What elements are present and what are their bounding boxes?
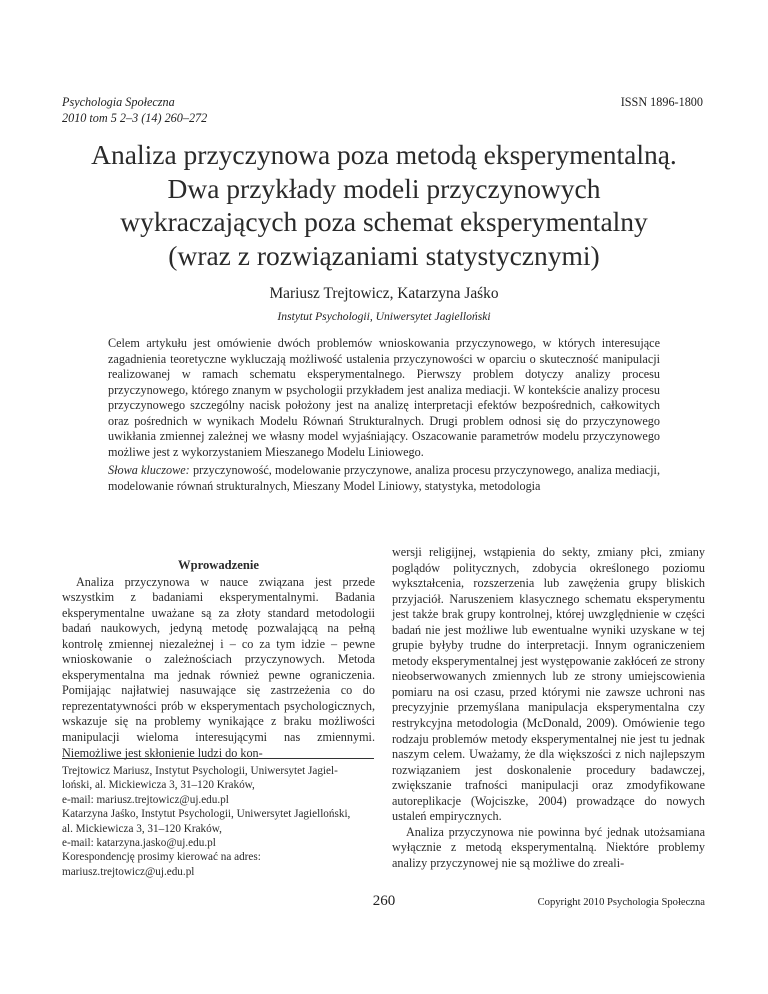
- body-paragraph: Analiza przyczynowa nie powinna być jednak utożsamiana wyłącznie z metodą eksperymentalną. Niektóre problemy analizy przyczynowej nie są możliwe do zreali-: [392, 824, 705, 870]
- title-line: Analiza przyczynowa poza metodą eksperymentalną.: [91, 139, 677, 170]
- page-number: 260: [372, 893, 396, 909]
- journal-name: Psychologia Społeczna: [62, 95, 175, 109]
- footnote-line: loński, al. Mickiewicza 3, 31–120 Kraków,: [62, 779, 255, 792]
- affiliation: Instytut Psychologii, Uniwersytet Jagielloński: [277, 310, 491, 323]
- keywords: [108, 463, 660, 494]
- title-line: Dwa przykłady modeli przyczynowych: [167, 172, 601, 204]
- title-line: (wraz z rozwiązaniami statystycznymi): [168, 239, 600, 271]
- title-line: wykraczających poza schemat eksperymentalny: [120, 206, 648, 237]
- footnote-line: Katarzyna Jaśko, Instytut Psychologii, Uniwersytet Jagielloński,: [62, 808, 351, 821]
- footnote-line: Korespondencję prosimy kierować na adres:: [62, 851, 261, 864]
- right-column: [392, 545, 705, 871]
- keywords-label: Słowa kluczowe:: [108, 463, 190, 477]
- journal-volume: 2010 tom 5 2–3 (14) 260–272: [62, 110, 208, 125]
- journal-header: [62, 95, 207, 126]
- copyright-notice: Copyright 2010 Psychologia Społeczna: [537, 897, 705, 908]
- left-column: [62, 558, 375, 761]
- footnote-line: al. Mickiewicza 3, 31–120 Kraków,: [62, 822, 222, 835]
- footnote-line: e-mail: katarzyna.jasko@uj.edu.pl: [62, 837, 216, 850]
- body-paragraph: Analiza przyczynowa w nauce związana jest przede wszystkim z badaniami eksperymentalnymi. Badania eksperymentalne uważane są za złoty standard metodologii badań naukowych, jedyną metodę pozwalającą na pełną kontrolę zmiennej niezależnej i – co za tym idzie – pewne wnioskowanie o zależnościach przyczynowych. Metoda eksperymentalna ma jednak również pewne ograniczenia. Pomijając najłatwiej nasuwające się zastrzeżenia co do reprezentatywności prób w eksperymentach psychologicznych, wskazuje się na problemy wynikające z braku możliwości manipulacji wieloma interesującymi nas zmiennymi. Niemożliwe jest skłonienie ludzi do kon-: [62, 574, 375, 760]
- body-paragraph: wersji religijnej, wstąpienia do sekty, zmiany płci, zmiany poglądów politycznych, zdobycia określonego poziomu wykształcenia, rozszerzenia lub zawężenia grupy bliskich przyjaciół. Naruszeniem klasycznego schematu eksperymentu jest także brak grupy kontrolnej, której uwzględnienie w części badań nie jest możliwe lub ewentualne wyniki uzyskane w tej grupie byłyby trudne do interpretacji. Innym ograniczeniem metody eksperymentalnej jest występowanie zakłóceń ze strony nieobserwowanych zmiennych lub ze strony umiejscowienia pomiaru na osi czasu, przed którymi nie zawsze uchroni nas precyzyjnie przemyślana manipulacja eksperymentalna czy restrykcyjna metodologia (McDonald, 2009). Omówienie tego rodzaju problemów metody eksperymentalnej nie jest tu jednak naszym celem. Uważamy, że dla większości z nich najlepszym rozwiązaniem jest doskonalenie procedury badawczej, zwiększanie trafności manipulacji oraz zmodyfikowane autoreplikacje (Wojciszke, 2004) prowadzące do nowych ustaleń empirycznych.: [392, 545, 705, 824]
- section-heading: Wprowadzenie: [178, 558, 259, 572]
- footnote-line: Trejtowicz Mariusz, Instytut Psychologii, Uniwersytet Jagiel-: [62, 765, 338, 777]
- footnote-divider: [62, 758, 374, 759]
- correspondence-footnote: [62, 764, 375, 879]
- footnote-line: e-mail: mariusz.trejtowicz@uj.edu.pl: [62, 793, 229, 806]
- keywords-text: przyczynowość, modelowanie przyczynowe, analiza procesu przyczynowego, analiza mediacji, modelowanie równań strukturalnych, Mieszany Model Liniowy, statystyka, metodologia: [108, 463, 660, 493]
- authors: Mariusz Trejtowicz, Katarzyna Jaśko: [269, 285, 499, 302]
- abstract: Celem artykułu jest omówienie dwóch problemów wnioskowania przyczynowego, w których interesujące zagadnienia teoretyczne wykluczają możliwość ustalenia przyczynowości w oparciu o skuteczność manipulacji realizowanej w ramach schematu eksperymentalnego. Pierwszy problem dotyczy analizy procesu przyczynowego, którego znanym w psychologii przykładem jest analiza mediacji. W kontekście analizy procesu przyczynowego szczególny nacisk położony jest na analizę interpretacji efektów bezpośrednich, całkowitych oraz pośrednich w wynikach Modelu Równań Strukturalnych. Drugi problem odnosi się do przyczynowego uwikłania zmiennej zależnej we własny model wyjaśniający. Oszacowanie parametrów modelu przyczynowego możliwe jest z wykorzystaniem Mieszanego Modelu Liniowego.: [108, 336, 660, 459]
- footnote-line: mariusz.trejtowicz@uj.edu.pl: [62, 865, 195, 878]
- article-title: [40, 138, 728, 272]
- issn-label: ISSN 1896-1800: [620, 95, 703, 109]
